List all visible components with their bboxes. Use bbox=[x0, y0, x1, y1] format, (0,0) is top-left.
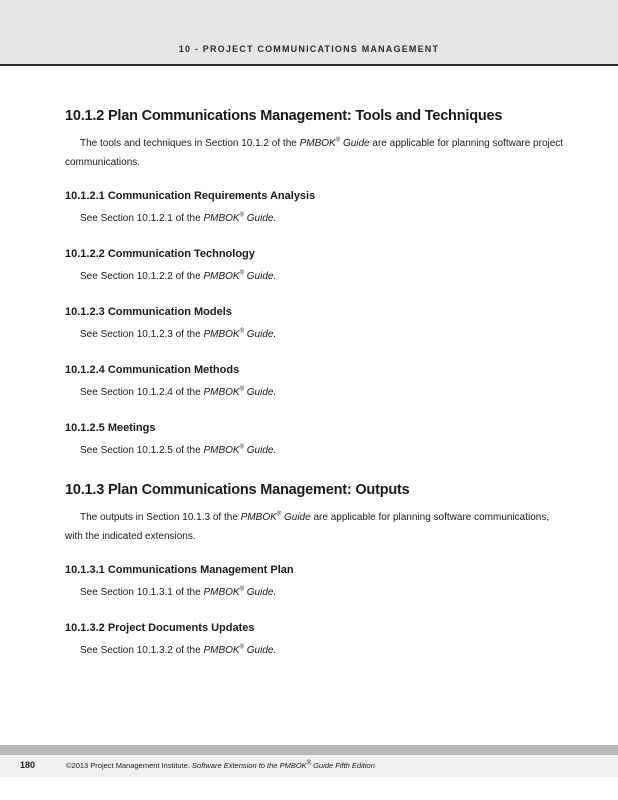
subsection-heading: 10.1.3.2 Project Documents Updates bbox=[65, 622, 255, 634]
page-content bbox=[65, 108, 565, 660]
footer-bar bbox=[0, 745, 618, 755]
subsection-reference: See Section 10.1.3.1 of the PMBOK® Guide. bbox=[80, 586, 277, 598]
chapter-title: 10 - PROJECT COMMUNICATIONS MANAGEMENT bbox=[178, 44, 440, 54]
subsection-reference: See Section 10.1.2.1 of the PMBOK® Guide. bbox=[80, 212, 277, 224]
subsection-heading: 10.1.2.2 Communication Technology bbox=[65, 248, 255, 260]
subsection-heading: 10.1.2.4 Communication Methods bbox=[65, 364, 240, 376]
subsection-reference: See Section 10.1.2.4 of the PMBOK® Guide. bbox=[80, 386, 277, 398]
copyright-line: ©2013 Project Management Institute. Software Extension to the PMBOK® Guide Fifth Edition bbox=[66, 760, 375, 770]
subsection-reference: See Section 10.1.2.5 of the PMBOK® Guide. bbox=[80, 444, 277, 456]
page-header bbox=[0, 0, 618, 66]
subsection-reference: See Section 10.1.2.2 of the PMBOK® Guide. bbox=[80, 270, 277, 282]
subsection-reference: See Section 10.1.2.3 of the PMBOK® Guide. bbox=[80, 328, 277, 340]
subsection-reference: See Section 10.1.3.2 of the PMBOK® Guide. bbox=[80, 644, 277, 656]
section-intro-outputs: The outputs in Section 10.1.3 of the PMBOK® Guide are applicable for planning software communications, with the indicated extensions. bbox=[65, 511, 550, 542]
page-number: 180 bbox=[20, 760, 36, 770]
section-heading-outputs: 10.1.3 Plan Communications Management: Outputs bbox=[65, 482, 410, 498]
subsection-heading: 10.1.2.3 Communication Models bbox=[65, 306, 232, 318]
subsection-heading: 10.1.2.1 Communication Requirements Analysis bbox=[65, 190, 316, 202]
subsection-heading: 10.1.3.1 Communications Management Plan bbox=[65, 564, 294, 576]
section-intro-tools: The tools and techniques in Section 10.1.2 of the PMBOK® Guide are applicable for planning software project communications. bbox=[65, 137, 564, 168]
subsection-heading: 10.1.2.5 Meetings bbox=[65, 422, 156, 434]
section-heading-tools: 10.1.2 Plan Communications Management: Tools and Techniques bbox=[65, 108, 503, 124]
